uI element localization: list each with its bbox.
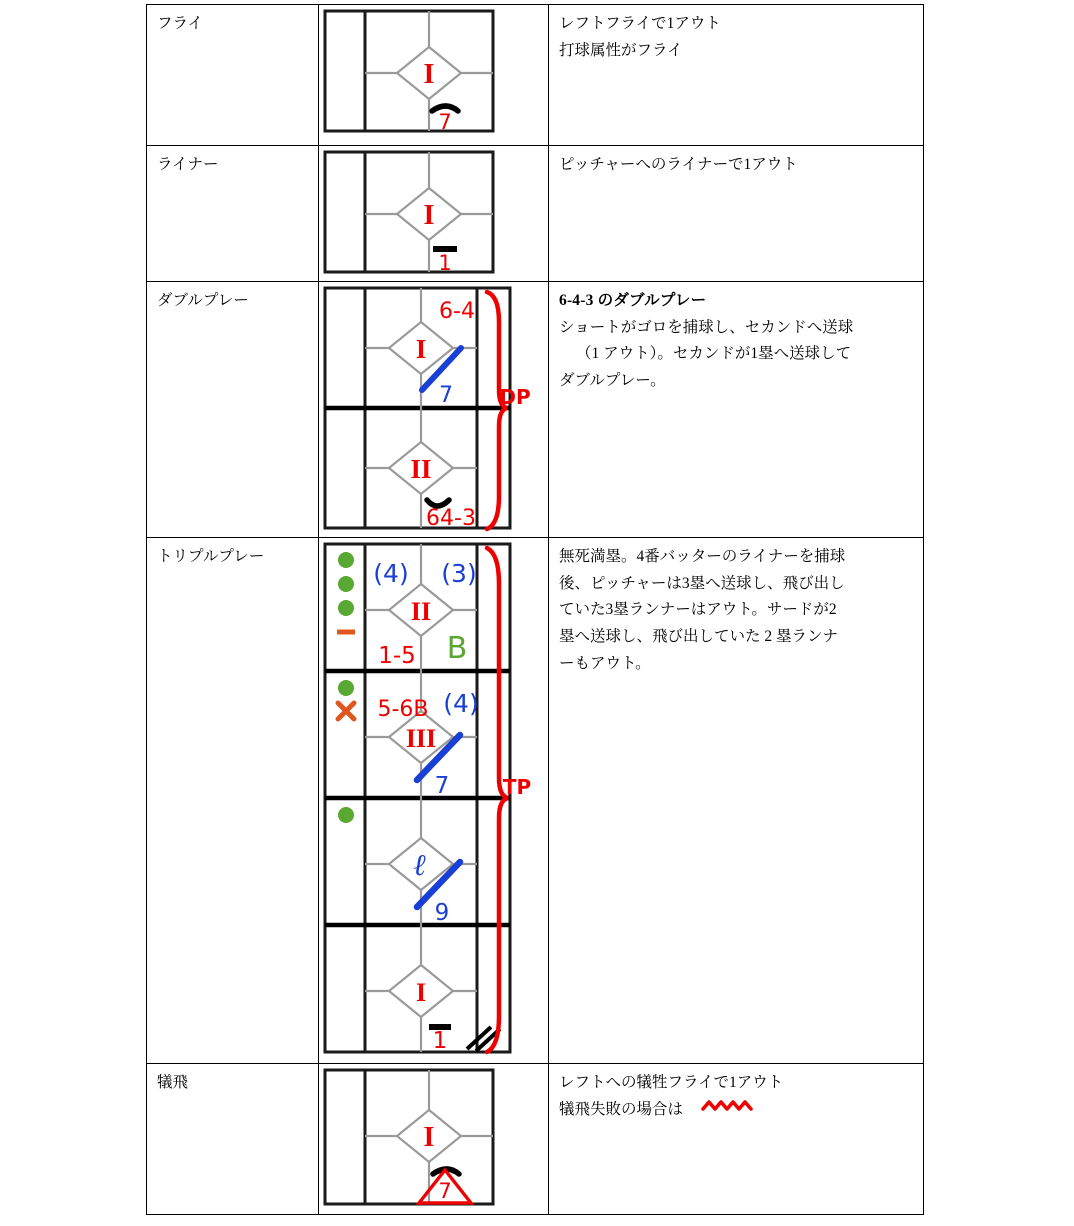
description-text	[549, 5, 923, 97]
description-cell	[549, 5, 924, 146]
description-line: ショートがゴロを捕球し、セカンドへ送球	[559, 318, 854, 336]
assist-text: 64-3	[426, 506, 476, 531]
description-line: （1 アウト）。セカンドが1塁へ送球して	[576, 345, 852, 363]
description-line: ピッチャーへのライナーで1アウト	[559, 156, 798, 173]
description-line: 6-4-3 のダブルプレー	[559, 292, 707, 309]
description-line: 打球属性がフライ	[559, 41, 683, 59]
paren-text: (4)	[373, 559, 409, 588]
diamond-out-label: I	[415, 978, 427, 1007]
play-name-label: フライ	[157, 15, 204, 32]
play-name-label: 犠飛	[157, 1074, 189, 1091]
scorebook-figure-triple-play	[319, 538, 548, 1063]
diamond-out-label: II	[410, 454, 432, 484]
play-name-label: ダブルプレー	[157, 292, 249, 309]
play-name-label: ライナー	[157, 156, 219, 173]
play-name-cell	[147, 5, 319, 146]
diamond-out-label: II	[410, 597, 432, 626]
figure-cell	[319, 5, 549, 146]
table-row	[147, 1064, 924, 1215]
figure-cell	[319, 282, 549, 538]
fielder-number: 7	[434, 773, 450, 799]
assist-text: 6-4	[439, 299, 475, 324]
paren-text: (3)	[441, 559, 477, 588]
fielder-number: 1	[432, 1028, 448, 1054]
batter-letter: B	[446, 631, 468, 666]
runner-dot-icon	[338, 807, 354, 823]
diamond-out-label: I	[423, 59, 435, 90]
fielder-number: 7	[439, 383, 453, 408]
diamond-out-label: ℓ	[413, 849, 427, 882]
description-line: 後、ピッチャーは3塁へ送球し、飛び出し	[559, 574, 845, 592]
diamond-out-label: III	[405, 724, 437, 753]
figure-cell	[319, 146, 549, 282]
scorebook-figure-sacrifice-fly	[319, 1064, 548, 1214]
figure-cell	[319, 1064, 549, 1215]
scorebook-figure-liner	[319, 146, 548, 281]
description-cell	[549, 1064, 924, 1215]
figure-cell	[319, 538, 549, 1064]
red-wavy-line-icon	[701, 1097, 753, 1124]
description-line: ダブルプレー。	[559, 371, 666, 389]
play-name-cell	[147, 146, 319, 282]
description-cell	[549, 146, 924, 282]
fielder-number: 1	[438, 251, 452, 275]
description-text	[549, 1064, 923, 1129]
play-name-label: トリプルプレー	[157, 548, 265, 565]
description-line: ーもアウト。	[559, 654, 651, 672]
runner-dot-icon	[338, 552, 354, 568]
diamond-out-label: I	[423, 1122, 435, 1153]
scorebook-figure-fly	[319, 5, 548, 145]
description-cell	[549, 538, 924, 1064]
description-text	[549, 282, 923, 401]
runner-dot-icon	[338, 576, 354, 592]
play-name-cell	[147, 282, 319, 538]
fielder-number: 7	[438, 110, 452, 134]
paren-text: (4)	[443, 689, 479, 718]
diamond-out-label: I	[415, 334, 427, 364]
assist-text: 1-5	[378, 643, 416, 669]
description-text	[549, 538, 923, 683]
description-line: 塁へ送球し、飛び出していた 2 塁ランナ	[559, 627, 839, 645]
description-line: レフトへの犠牲フライで1アウト	[559, 1074, 784, 1091]
runner-dot-icon	[338, 600, 354, 616]
table-row	[147, 5, 924, 146]
play-name-cell	[147, 1064, 319, 1215]
description-line-with-icon	[559, 1097, 913, 1124]
fielder-number: 7	[438, 1179, 452, 1203]
scorebook-figure-double-play	[319, 282, 548, 537]
description-line: ていた3塁ランナーはアウト。サードが2	[559, 601, 837, 619]
scorebook-reference-table	[146, 4, 924, 1215]
description-line: 無死満塁。4番バッターのライナーを捕球	[559, 548, 846, 565]
play-name-cell	[147, 538, 319, 1064]
table-row	[147, 282, 924, 538]
tp-label: TP	[502, 775, 532, 799]
assist-text: 5-6B	[377, 697, 429, 722]
description-cell	[549, 282, 924, 538]
fielder-number: 9	[434, 900, 450, 926]
runner-dot-icon	[338, 680, 354, 696]
description-line: 犠飛失敗の場合は	[559, 1100, 684, 1118]
dp-label: DP	[499, 385, 531, 409]
description-line: レフトフライで1アウト	[559, 15, 721, 32]
table-row	[147, 538, 924, 1064]
diamond-out-label: I	[423, 200, 435, 231]
table-row	[147, 146, 924, 282]
description-text	[549, 146, 923, 185]
